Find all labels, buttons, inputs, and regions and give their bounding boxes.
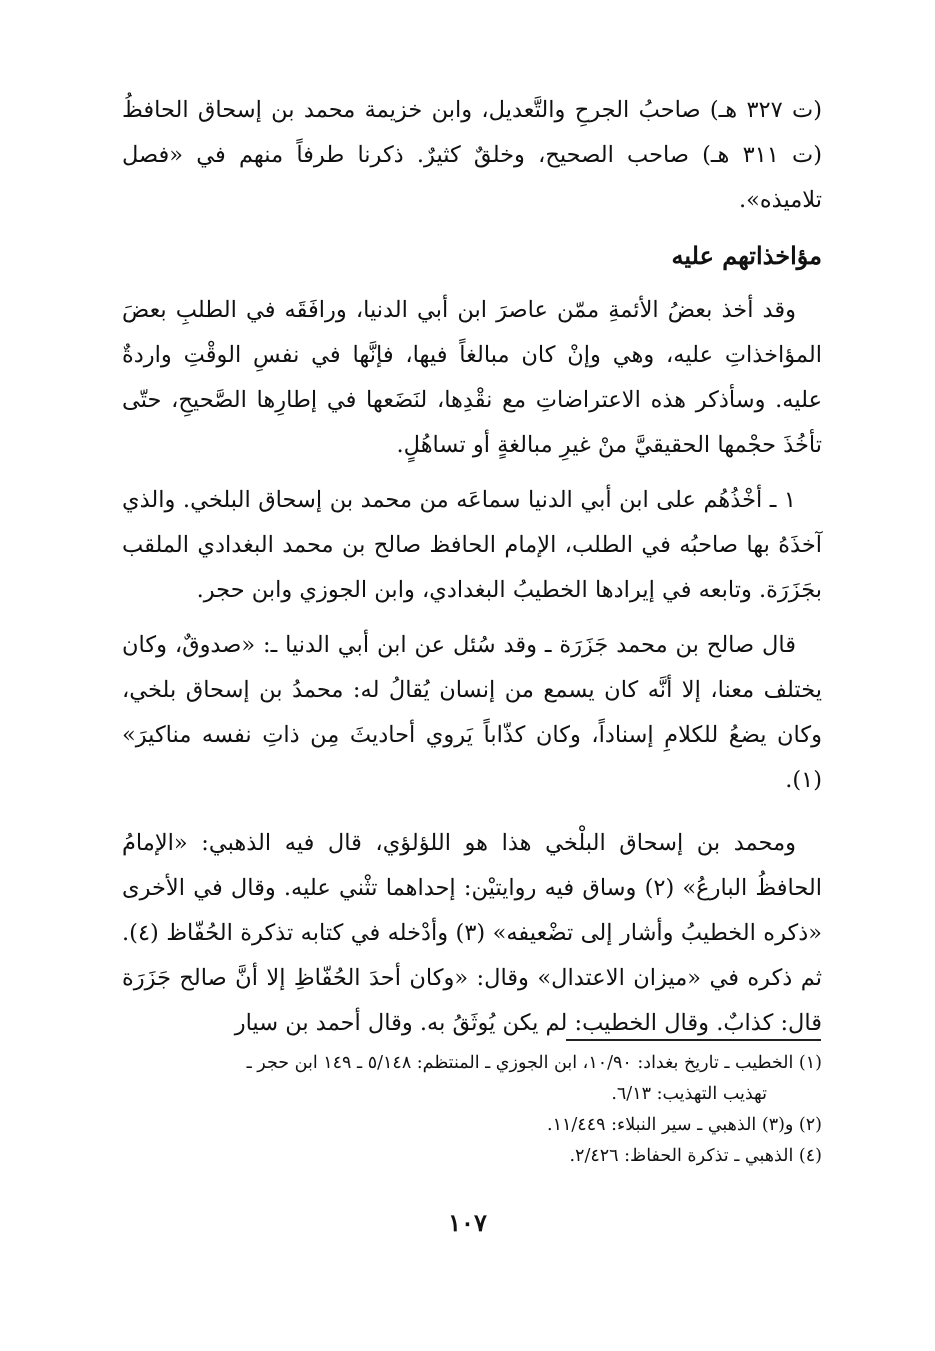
spacer: [122, 278, 822, 288]
paragraph-balkhi-discussion: ومحمد بن إسحاق البلْخي هذا هو اللؤلؤي، قال فيه الذهبي: «الإمامُ الحافظُ البارعُ» (٢) وساق فيه روايتيْن: إحداهما تثْني عليه. وقال في الأخرى «ذكره الخطيبُ وأشار إلى تضْعيفه» (٣) وأدْخله في كتابه تذكرة الحُفّاظ (٤). ثم ذكره في «ميزان الاعتدال» وقال: «وكان أحدَ الحُفّاظِ إلا أنَّ صالح جَزَرَة قال: كذابٌ. وقال الخطيب: لم يكن يُوثَقُ به. وقال أحمد بن سيار: [122, 830, 822, 1036]
page-number: ١٠٧: [448, 1208, 487, 1237]
spacer: [122, 803, 822, 821]
footnotes-section: [122, 1048, 822, 1172]
paragraph-criticism-one: ١ ـ أخْذُهُم على ابن أبي الدنيا سماعَه من محمد بن إسحاق البلخي. والذي آخذَهُ بها صاحبُه في الطلب، الإمام الحافظ صالح بن محمد البغدادي الملقب بجَزَرَة. وتابعه في إيرادها الخطيبُ البغدادي، وابن الجوزي وابن حجر.: [122, 487, 822, 603]
paragraph-students-continuation: (ت ٣٢٧ هـ) صاحبُ الجرحِ والتَّعديل، وابن خزيمة محمد بن إسحاق الحافظُ (ت ٣١١ هـ) صاحب الصحيح، وخلقٌ كثيرٌ. ذكرنا طرفاً منهم في «فصل تلاميذه».: [122, 97, 822, 213]
section-heading: مؤاخذاتهم عليه: [671, 241, 822, 270]
page-body: [122, 88, 822, 1046]
footnote-1: (١) الخطيب ـ تاريخ بغداد: ١٠/٩٠، ابن الجوزي ـ المنتظم: ٥/١٤٨ ـ ١٤٩ ابن حجر ـ: [246, 1053, 822, 1073]
footnote-divider: [566, 1039, 821, 1041]
footnote-4: (٤) الذهبي ـ تذكرة الحفاظ: ٢/٤٢٦.: [569, 1146, 822, 1166]
paragraph-intro-criticisms: وقد أخذ بعضُ الأئمةِ ممّن عاصرَ ابن أبي الدنيا، ورافَقَه في الطلبِ بعضَ المؤاخذاتِ عليه، وهي وإنْ كان مبالغاً فيها، فإنَّها في نفسِ الوقْتِ واردةٌ عليه. وسأذكر هذه الاعتراضاتِ مع نقْدِها، لنَضَعها في إطارِها الصَّحيحِ، حتّى تأخُذَ حجْمها الحقيقيَّ منْ غيرِ مبالغةٍ أو تساهُلٍ.: [122, 297, 822, 458]
footnote-1-continuation: تهذيب التهذيب: ٦/١٣.: [611, 1084, 767, 1104]
paragraph-saleh-quote: قال صالح بن محمد جَزَرَة ـ وقد سُئل عن ابن أبي الدنيا ـ: «صدوقٌ، وكان يختلف معنا، إلا أنَّه كان يسمع من إنسان يُقالُ له: محمدُ بن إسحاق بلخي، وكان يضعُ للكلامِ إسناداً، وكان كذّاباً يَروي أحاديثَ مِن ذاتِ نفسه مناكيرَ» (١).: [122, 632, 822, 793]
spacer: [122, 223, 822, 233]
spacer: [122, 613, 822, 623]
spacer: [122, 468, 822, 478]
footnote-2-3: (٢) و(٣) الذهبي ـ سير النبلاء: ١١/٤٤٩.: [547, 1115, 822, 1135]
